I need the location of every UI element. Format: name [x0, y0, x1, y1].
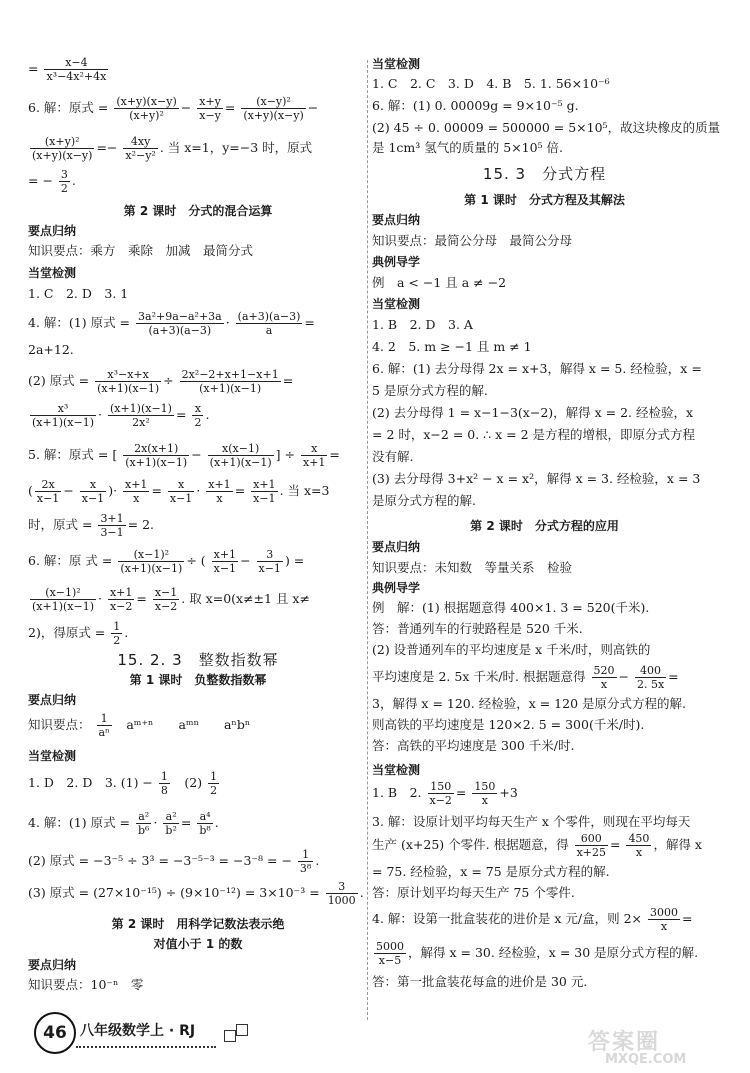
section-heading: 15. 2. 3 整数指数幂 [117, 651, 279, 669]
text-line: 知识要点：最简公分母 最简公分母 [372, 233, 573, 248]
line: 1. B 2. $\frac{150}{x-2}$ = $\frac{150}{x}$ +3 [372, 780, 518, 807]
text-line: 5 是原分式方程的解. [372, 383, 488, 398]
text-line: 答：第一批盒装花每盒的进价是 30 元. [372, 974, 588, 989]
heading: 要点归纳 [28, 693, 77, 707]
line: 1. D 2. D 3. (1) − $\frac{1}{8}$ (2) $\frac{1}{2}$ [28, 770, 218, 797]
book-title: 八年级数学上 · RJ [80, 1023, 196, 1039]
line: (2) 原式 = −3⁻⁵ ÷ 3³ = −3⁻⁵⁻³ = −3⁻⁸ = − $\frac{1}{\text{3⁸}}$ . [28, 848, 320, 875]
section-title: 第 2 课时 分式的混合运算 [123, 204, 273, 218]
line: $\frac{\text{x³}}{(x+1)(x-1)}$ · $\frac{(x+1)(x-1)}{\text{2x²}}$ = $\frac{x}{2}$ . [32, 402, 210, 429]
text: = [28, 61, 39, 76]
line: (2) 原式 = $\frac{\text{x³−x+x}}{(x+1)(x-1)}$ ÷ $\frac{\text{2x²−2+x+1−x+1}}{(x+1)(x-1)}$ = [28, 368, 294, 395]
heading: 当堂检测 [372, 57, 421, 71]
text-line: 6. 解：(1) 0. 00009g = 9×10⁻⁵ g. [372, 98, 579, 113]
line: 6. 解：原式 = $\frac{(x+y)(x-y)}{\text{(x+y)²}}$ − $\frac{x+y}{x-y}$ = $\frac{\text{(x−y)²}}{(x+y)(x-y)}$ − [28, 95, 319, 122]
text-line: 没有解. [372, 449, 414, 464]
text-line: 4. 2 5. m ≥ −1 且 m ≠ 1 [372, 339, 532, 354]
line: 6. 解：原 式 = $\frac{\text{(x−1)²}}{(x+1)(x-1)}$ ÷ ( $\frac{x+1}{x-1}$ − $\frac{3}{x-1}$ ) = [28, 548, 305, 575]
section-title: 第 2 课时 用科学记数法表示绝 [111, 917, 285, 931]
text-line: (3) 去分母得 3+x² − x = x²，解得 x = 3. 经检验，x = 3 [372, 471, 701, 486]
square-icon [236, 1024, 248, 1036]
line: $\frac{5000}{x-5}$ ，解得 x = 30. 经检验，x = 30 是原分式方程的解. [376, 940, 699, 967]
heading: 典例导学 [372, 581, 421, 595]
section-title: 第 1 课时 分式方程及其解法 [464, 193, 625, 207]
line: = − $\frac{3}{2}$ . [28, 168, 76, 195]
heading: 当堂检测 [28, 749, 77, 763]
page-number: 46 [34, 1012, 76, 1054]
text-line: 知识要点：乘方 乘除 加减 最简分式 [28, 243, 254, 258]
text-line: 3，解得 x = 120. 经检验，x = 120 是原分式方程的解. [372, 696, 686, 711]
line: 4. 解：设第一批盒装花的进价是 x 元/盒，则 2× $\frac{3000}{x}$ = [372, 906, 693, 933]
line: 4. 解：(1) 原式 = $\frac{\text{a²}}{\text{b⁶}}$ · $\frac{\text{a²}}{\text{b²}}$ = $\frac{\text{a⁴}}{\text{b⁸}}$ . [28, 810, 219, 837]
text-line: 答：原计划平均每天生产 75 个零件. [372, 885, 575, 900]
line: 5. 解：原式 = [ $\frac{2x(x+1)}{(x+1)(x-1)}$ − $\frac{x(x-1)}{(x+1)(x-1)}$ ] ÷ $\frac{x}{x+1}$ = [28, 442, 340, 469]
section-title: 第 2 课时 分式方程的应用 [470, 519, 619, 533]
section-title: 第 1 课时 负整数指数幂 [129, 673, 267, 687]
text-line: (2) 设普通列车的平均速度是 x 千米/时，则高铁的 [372, 642, 651, 657]
text-line: = 75. 经检验，x = 75 是原分式方程的解. [372, 864, 610, 879]
text-line: (2) 去分母得 1 = x−1−3(x−2)，解得 x = 2. 经检验，x [372, 405, 694, 420]
heading: 要点归纳 [28, 958, 77, 972]
text-line: 例 解：(1) 根据题意得 400×1. 3 = 520(千米). [372, 600, 650, 615]
line: 4. 解：(1) 原式 = $\frac{\text{3a²+9a−a²+3a}}{(a+3)(a-3)}$ · $\frac{(a+3)(a-3)}{a}$ = [28, 310, 315, 337]
text-line: 知识要点：未知数 等量关系 检验 [372, 560, 573, 575]
text-line: 答：高铁的平均速度是 300 千米/时. [372, 738, 575, 753]
line: 2)，得原式 = $\frac{1}{2}$ . [28, 620, 129, 647]
text-line: 1. B 2. D 3. A [372, 317, 473, 332]
text-line: 则高铁的平均速度是 120×2. 5 = 300(千米/时). [372, 717, 645, 732]
line: $\frac{\text{(x+y)²}}{(x+y)(x-y)}$ =− $\frac{4xy}{\text{x²−y²}}$ . 当 x=1，y=−3 时，原式 [32, 135, 313, 162]
heading: 当堂检测 [372, 297, 421, 311]
line: $\frac{\text{(x−1)²}}{(x+1)(x-1)}$ · $\frac{x+1}{x-2}$ = $\frac{x-1}{x-2}$ . 取 x=0(x≠±1 且 x≠ [32, 586, 310, 613]
text-line: 6. 解：(1) 去分母得 2x = x+3，解得 x = 5. 经检验，x = [372, 361, 702, 376]
heading: 要点归纳 [372, 540, 421, 554]
text-line: = 2 时，x−2 = 0. ∴ x = 2 是方程的增根，即原分式方程 [372, 427, 695, 442]
line: 时，原式 = $\frac{3+1}{3-1}$ = 2. [28, 512, 155, 539]
text-line: 是 1cm³ 氢气的质量的 5×10⁵ 倍. [372, 140, 564, 155]
fraction: $\frac{x-4}{\text{x³−4x²+4x}}$ [46, 56, 107, 83]
text-line: 2a+12. [28, 342, 74, 357]
footer-dotted-line [76, 1046, 216, 1048]
line: ( $\frac{2x}{x-1}$ − $\frac{x}{x-1}$ )· $\frac{x+1}{x}$ = $\frac{x}{x-1}$ · $\frac{x+1}{x}$ = $\frac{x+1}{x-1}$ . 当 x=3 [28, 478, 330, 505]
text-line: 是原分式方程的解. [372, 493, 476, 508]
heading: 当堂检测 [28, 266, 77, 280]
section-title: 对值小于 1 的数 [153, 937, 243, 951]
page-footer [28, 1010, 368, 1054]
text-line: (2) 45 ÷ 0. 00009 = 500000 = 5×10⁵，故这块橡皮的质量 [372, 120, 721, 135]
text-line: 1. C 2. D 3. 1 [28, 286, 129, 301]
line: 平均速度是 2. 5x 千米/时. 根据题意得 $\frac{520}{x}$ − $\frac{400}{2. 5x}$ = [372, 664, 679, 691]
section-heading: 15. 3 分式方程 [482, 165, 607, 183]
heading: 典例导学 [372, 255, 421, 269]
text-line: 答：普通列车的行驶路程是 520 千米. [372, 621, 583, 636]
line: 生产 (x+25) 个零件. 根据题意，得 $\frac{600}{x+25}$ = $\frac{450}{x}$ ，解得 x [372, 832, 702, 859]
heading: 要点归纳 [28, 224, 77, 238]
heading: 当堂检测 [372, 763, 421, 777]
text-line: 1. C 2. C 3. D 4. B 5. 1. 56×10⁻⁶ [372, 76, 610, 91]
square-icon [224, 1030, 236, 1042]
watermark-url: MXQE.COM [605, 1052, 687, 1067]
heading: 要点归纳 [372, 213, 421, 227]
text-line: 知识要点：10⁻ⁿ 零 [28, 977, 144, 992]
text-line: 例 a < −1 且 a ≠ −2 [372, 275, 507, 290]
watermark-logo: 答案圈 [588, 1030, 661, 1055]
text-line: 3. 解：设原计划平均每天生产 x 个零件，则现在平均每天 [372, 814, 691, 829]
line: 知识要点： $\frac{1}{\text{aⁿ}}$ aᵐ⁺ⁿ aᵐⁿ aⁿbⁿ [28, 712, 251, 739]
line [28, 56, 110, 83]
line: (3) 原式 = (27×10⁻¹⁵) ÷ (9×10⁻¹²) = 3×10⁻³ = $\frac{3}{1000}$ . [28, 880, 364, 907]
